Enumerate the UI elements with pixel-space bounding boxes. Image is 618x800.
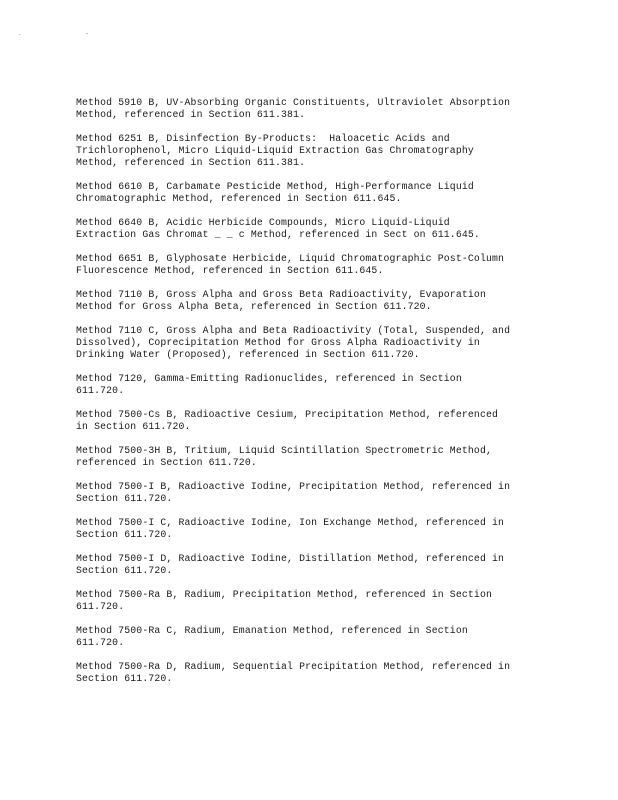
method-entry-7110b: Method 7110 B, Gross Alpha and Gross Beta Radioactivity, Evaporation Method for Gross Alpha Beta, referenced in Section 611.720. (76, 289, 486, 312)
method-entry-7500-ra-b: Method 7500-Ra B, Radium, Precipitation Method, referenced in Section 611.720. (76, 589, 493, 612)
method-entry-6651b: Method 6651 B, Glyphosate Herbicide, Liquid Chromatographic Post-Column Fluorescence Method, referenced in Section 611.645. (76, 253, 505, 276)
method-entry-7500-i-d: Method 7500-I D, Radioactive Iodine, Distillation Method, referenced in Section 611.720. (76, 553, 505, 576)
method-entry-7500-3h-b: Method 7500-3H B, Tritium, Liquid Scintillation Spectrometric Method, referenced in Section 611.720. (76, 445, 493, 468)
method-entry-7500-i-c: Method 7500-I C, Radioactive Iodine, Ion Exchange Method, referenced in Section 611.720. (76, 517, 505, 540)
method-entry-5910b: Method 5910 B, UV-Absorbing Organic Constituents, Ultraviolet Absorption Method, referenced in Section 611.381. (76, 97, 511, 120)
method-entry-6251b: Method 6251 B, Disinfection By-Products: Haloacetic Acids and Trichlorophenol, Micro Liquid-Liquid Extraction Gas Chromatography Method, referenced in Section 611.381. (76, 133, 474, 168)
method-entry-7500-ra-d: Method 7500-Ra D, Radium, Sequential Precipitation Method, referenced in Section 611.720. (76, 661, 511, 684)
method-entry-7500-ra-c: Method 7500-Ra C, Radium, Emanation Method, referenced in Section 611.720. (76, 625, 468, 648)
method-entry-7500-i-b: Method 7500-I B, Radioactive Iodine, Precipitation Method, referenced in Section 611.720. (76, 481, 511, 504)
method-entry-6640b: Method 6640 B, Acidic Herbicide Compounds, Micro Liquid-Liquid Extraction Gas Chromat _ _ c Method, referenced in Sect on 611.645. (76, 217, 480, 240)
method-entry-7110c: Method 7110 C, Gross Alpha and Beta Radioactivity (Total, Suspended, and Dissolved), Coprecipitation Method for Gross Alpha Radioactivity in Drinking Water (Proposed), referenced in Section 611.720. (76, 325, 511, 360)
scan-specks: . - (18, 30, 119, 37)
method-list (76, 97, 546, 697)
method-entry-6610b: Method 6610 B, Carbamate Pesticide Method, High-Performance Liquid Chromatographic Method, referenced in Section 611.645. (76, 181, 474, 204)
method-entry-7120: Method 7120, Gamma-Emitting Radionuclides, referenced in Section 611.720. (76, 373, 462, 396)
method-entry-7500-cs-b: Method 7500-Cs B, Radioactive Cesium, Precipitation Method, referenced in Section 611.720. (76, 409, 499, 432)
